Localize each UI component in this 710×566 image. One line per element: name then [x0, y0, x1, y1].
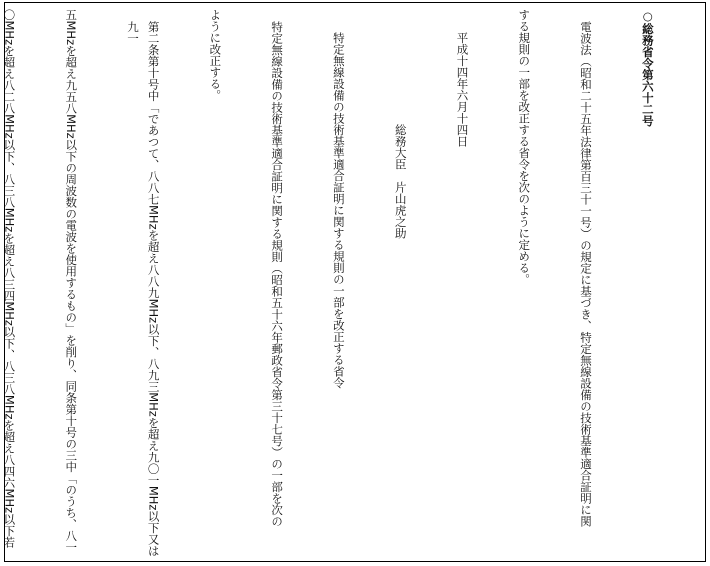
- preamble-line: する規則の一部を改正する省令を次のように定める。: [517, 9, 532, 285]
- promulgation-date: 平成十四年六月十四日: [455, 32, 470, 147]
- body-line: 〇MHzを超え八二八MHz以下、八三八MHzを超え八三四MHz以下、八三八MHzを超え八四六MHz以下若: [2, 9, 17, 548]
- preamble-line: 電波法（昭和二十五年法律第百三十一号）の規定に基づき、特定無線設備の技術基準適合証明に関: [579, 20, 594, 527]
- document-body: [0, 9, 699, 557]
- body-line: 五MHzを超え九五八MHz以下の周波数の電波を使用するもの」を削り、同条第十号の三中「のうち、八一: [64, 9, 79, 553]
- body-line: 第二条第十号中「であつて、八八七MHzを超え八八九MHz以下、八九三MHzを超え九〇一MHz以下又は九一: [125, 20, 161, 556]
- ordinance-name: 特定無線設備の技術基準適合証明に関する規則の一部を改正する省令: [331, 32, 346, 389]
- ordinance-title: ○総務省令第六十二号: [640, 9, 655, 127]
- body-line: 特定無線設備の技術基準適合証明に関する規則（昭和五十六年郵政省令第三十七号）の一部を次の: [270, 20, 285, 527]
- document-page: [4, 2, 706, 562]
- body-line: ように改正する。: [208, 9, 223, 101]
- minister-signature: 総務大臣 片山虎之助: [393, 124, 408, 239]
